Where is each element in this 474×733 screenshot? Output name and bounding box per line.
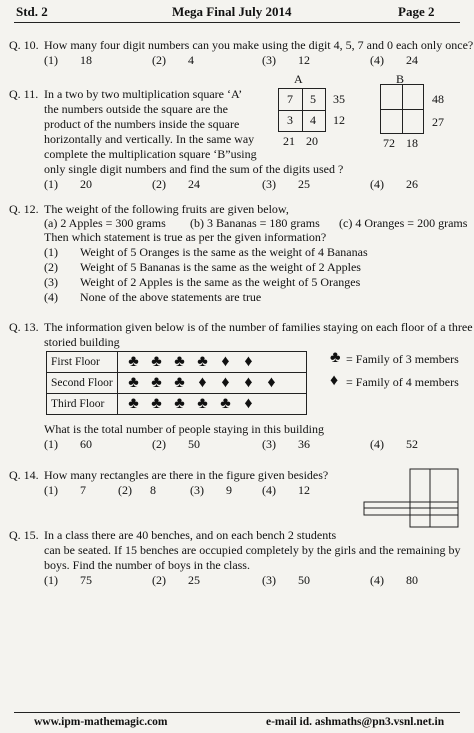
square-a [278,88,326,132]
q10-option-1-num: (1) [44,53,58,67]
q11-option-1-num: (1) [44,177,58,191]
q15-option-1: 75 [80,573,92,587]
legend-family-3: = Family of 3 members [346,352,459,366]
families-table [46,351,307,415]
q10-text: How many four digit numbers can you make using the digit 4, 5, 7 and 0 each only once? [44,38,474,52]
q11-number: Q. 11. [9,87,39,101]
q14-option-4-num: (4) [262,483,276,497]
q12-choice-3: Weight of 2 Apples is the same as the weight of 5 Oranges [80,275,361,289]
q11-option-2-num: (2) [152,177,166,191]
table-row [47,373,307,394]
q12-fact-b: (b) 3 Bananas = 180 grams [190,216,320,230]
square-a-cell-2: 5 [310,92,316,106]
q11-line-2: the numbers outside the square are the [44,102,228,116]
rectangles-figure [362,466,462,530]
q13-option-1-num: (1) [44,437,58,451]
diamond-icon: ♦ [330,372,339,389]
page-number: Page 2 [398,4,435,19]
floor-symbols: ♣ ♣ ♣ ♣ ♣ ♦ [118,394,307,415]
header-rule [14,22,460,23]
square-a-col-product-2: 20 [306,134,318,148]
legend-family-4: = Family of 4 members [346,375,459,389]
q11-option-4-num: (4) [370,177,384,191]
q12-fact-c: (c) 4 Oranges = 200 grams [339,216,468,230]
q13-option-4: 52 [406,437,418,451]
square-a-cell-1: 7 [287,92,293,106]
q11-line-4: horizontally and vertically. In the same way [44,132,255,146]
q11-option-1: 20 [80,177,92,191]
q12-line-2: Then which statement is true as per the given information? [44,230,327,244]
q11-option-4: 26 [406,177,418,191]
q15-number: Q. 15. [9,528,39,542]
q14-option-4: 12 [298,483,310,497]
q11-line-6: only single digit numbers and find the sum of the digits used ? [44,162,344,176]
q11-option-3: 25 [298,177,310,191]
q12-choice-1-num: (1) [44,245,58,259]
square-b-label: B [396,72,405,86]
q15-option-2-num: (2) [152,573,166,587]
square-a-row-product-1: 35 [333,92,345,106]
q14-number: Q. 14. [9,468,39,482]
q10-option-2-num: (2) [152,53,166,67]
q13-line-2: storied building [44,335,120,349]
floor-symbols: ♣ ♣ ♣ ♣ ♦ ♦ [118,352,307,373]
q14-text: How many rectangles are there in the figure given besides? [44,468,329,482]
q11-line-5: complete the multiplication square ‘B”using [44,147,257,161]
q15-line-3: boys. Find the number of boys in the class. [44,558,250,572]
q15-option-1-num: (1) [44,573,58,587]
table-row [47,394,307,415]
q10-option-1: 18 [80,53,92,67]
q14-option-2-num: (2) [118,483,132,497]
page-title: Mega Final July 2014 [172,4,292,19]
q10-option-3-num: (3) [262,53,276,67]
q13-option-2: 50 [188,437,200,451]
q12-number: Q. 12. [9,202,39,216]
std-label: Std. 2 [16,4,48,19]
square-b [380,84,424,134]
footer-website[interactable]: www.ipm-mathemagic.com [34,716,168,728]
q10-option-2: 4 [188,53,194,67]
square-a-col-product-1: 21 [283,134,295,148]
q13-option-1: 60 [80,437,92,451]
q10-option-3: 12 [298,53,310,67]
square-a-cell-4: 4 [310,113,316,127]
q13-option-2-num: (2) [152,437,166,451]
q12-fact-a: (a) 2 Apples = 300 grams [44,216,166,230]
q13-option-3-num: (3) [262,437,276,451]
footer-rule [14,712,460,713]
q13-line-1: The information given below is of the number of families staying on each floor of a three [44,320,473,334]
q13-option-4-num: (4) [370,437,384,451]
square-b-row-product-2: 27 [432,115,444,129]
q12-choice-2-num: (2) [44,260,58,274]
q15-option-2: 25 [188,573,200,587]
q15-option-3: 50 [298,573,310,587]
q11-option-2: 24 [188,177,200,191]
q15-option-3-num: (3) [262,573,276,587]
floor-label: First Floor [47,352,118,373]
q12-choice-4: None of the above statements are true [80,290,262,304]
q15-option-4-num: (4) [370,573,384,587]
q12-choice-1: Weight of 5 Oranges is the same as the weight of 4 Bananas [80,245,368,259]
q13-question: What is the total number of people staying in this building [44,422,324,436]
q13-number: Q. 13. [9,320,39,334]
square-a-row-product-2: 12 [333,113,345,127]
q14-option-3-num: (3) [190,483,204,497]
floor-symbols: ♣ ♣ ♣ ♦ ♦ ♦ ♦ [118,373,307,394]
square-a-cell-3: 3 [287,113,293,127]
q12-line-1: The weight of the following fruits are given below, [44,202,289,216]
q14-option-1-num: (1) [44,483,58,497]
q11-line-1: In a two by two multiplication square ‘A’ [44,87,243,101]
square-b-col-product-2: 18 [406,136,418,150]
q12-choice-3-num: (3) [44,275,58,289]
q10-number: Q. 10. [9,38,39,52]
q11-option-3-num: (3) [262,177,276,191]
table-row [47,352,307,373]
square-a-label: A [294,72,303,86]
q14-option-3: 9 [226,483,232,497]
q13-option-3: 36 [298,437,310,451]
square-b-row-product-1: 48 [432,92,444,106]
footer-email[interactable]: e-mail id. ashmaths@pn3.vsnl.net.in [266,716,445,728]
q15-line-1: In a class there are 40 benches, and on each bench 2 students [44,528,337,542]
q15-line-2: can be seated. If 15 benches are occupied completely by the girls and the remaining by [44,543,461,557]
q10-option-4: 24 [406,53,418,67]
square-b-col-product-1: 72 [383,136,395,150]
floor-label: Third Floor [47,394,118,415]
club-icon: ♣ [330,349,341,366]
q11-line-3: product of the numbers inside the square [44,117,240,131]
q14-option-2: 8 [150,483,156,497]
q12-choice-4-num: (4) [44,290,58,304]
q10-option-4-num: (4) [370,53,384,67]
q12-choice-2: Weight of 5 Bananas is the same as the weight of 2 Apples [80,260,361,274]
q15-option-4: 80 [406,573,418,587]
floor-label: Second Floor [47,373,118,394]
q14-option-1: 7 [80,483,86,497]
